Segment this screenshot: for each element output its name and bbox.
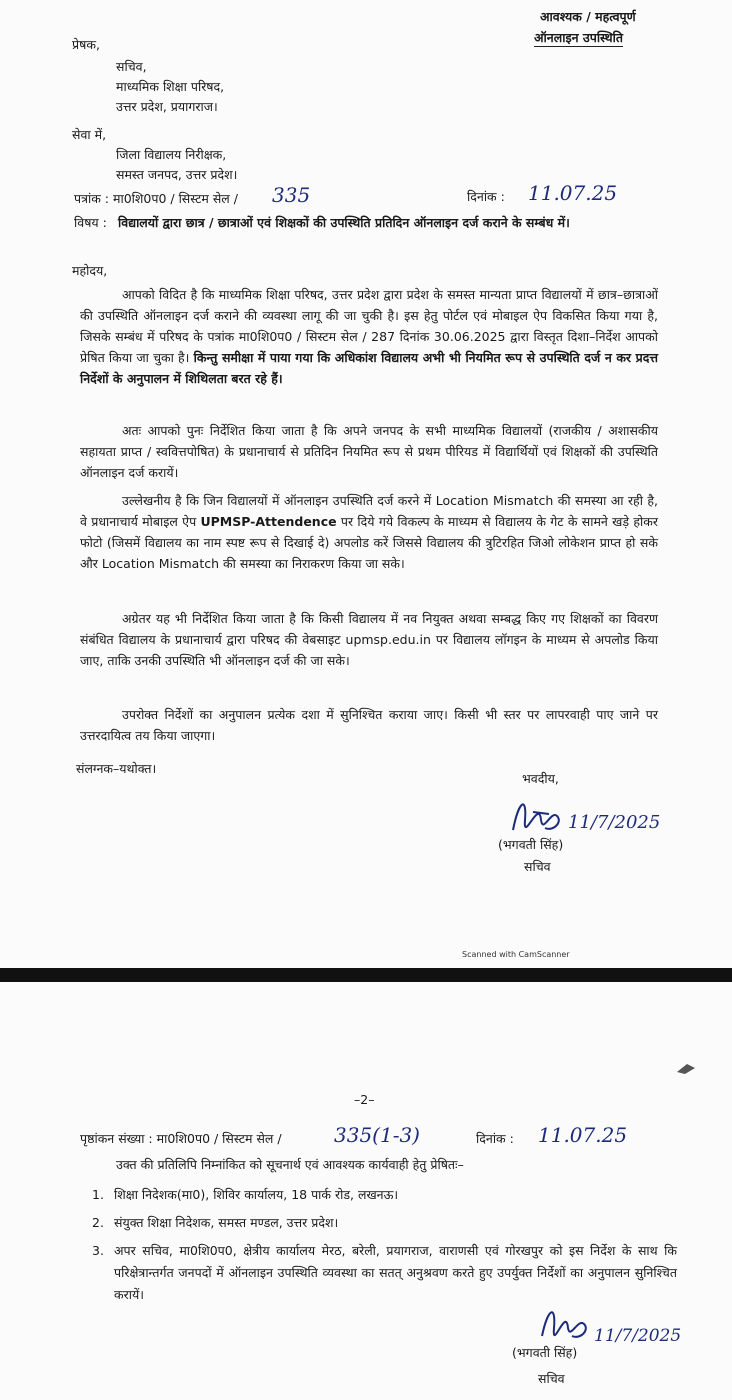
- p3-app-name: UPMSP-Attendence: [200, 514, 337, 529]
- page2-signature-scribble: [536, 1300, 596, 1346]
- letter-number-handwritten: 335: [272, 183, 311, 207]
- paragraph-4: [80, 608, 658, 671]
- scan-mark: [675, 1060, 699, 1076]
- p4-website: upmsp.edu.in: [345, 632, 431, 647]
- list-number: 3.: [92, 1243, 104, 1258]
- signature-date: 11/7/2025: [568, 812, 661, 833]
- subject-label: विषय :: [74, 215, 107, 230]
- list-number: 1.: [92, 1187, 104, 1202]
- signatory-name: (भगवती सिंह): [498, 837, 564, 852]
- list-item: [92, 1184, 677, 1206]
- date-handwritten: 11.07.25: [528, 181, 618, 205]
- page2-signature-date: 11/7/2025: [594, 1326, 682, 1346]
- list-item: [92, 1240, 677, 1306]
- page2-signatory-title: सचिव: [538, 1371, 565, 1386]
- p3-c: की समस्या आ रही है, वे प्रधानाचार्य मोबाइल ऐप: [80, 493, 658, 529]
- topic-tag: ऑनलाइन उपस्थिति: [534, 30, 624, 45]
- paragraph-3: [80, 490, 658, 574]
- salutation: महोदय,: [72, 263, 108, 278]
- list-item: [92, 1212, 677, 1234]
- page2-date-label: दिनांक :: [476, 1131, 514, 1146]
- paragraph-1-emphasis: किन्तु समीक्षा में पाया गया कि अधिकांश विद्यालय अभी भी नियमित रूप से उपस्थिति दर्ज न कर प्रदत्त निर्देशों के अनुपालन में शिथिलता बरत रहे हैं।: [80, 350, 658, 386]
- p3-a: उल्लेखनीय है कि जिन विद्यालयों में ऑनलाइन उपस्थिति दर्ज करने में: [122, 493, 432, 508]
- endorsement-number-handwritten: 335(1-3): [334, 1123, 420, 1147]
- copy-list: [92, 1184, 677, 1312]
- page2-date-handwritten: 11.07.25: [538, 1123, 628, 1147]
- paragraph-2: अतः आपको पुनः निर्देशित किया जाता है कि अपने जनपद के सभी माध्यमिक विद्यालयों (राजकीय / अशासकीय सहायता प्राप्त / स्ववित्तपोषित) के प्रधानाचार्य से प्रतिदिन नियमित रूप से प्रथम पीरियड में विद्यार्थियों एवं शिक्षकों की उपस्थिति ऑनलाइन दर्ज करायें।: [80, 423, 658, 480]
- sender-label: प्रेषक,: [72, 37, 100, 52]
- letter-number-label: पत्रांक : मा0शि0प0 / सिस्टम सेल /: [74, 191, 238, 206]
- signatory-title: सचिव: [524, 859, 551, 874]
- p4-c: पर विद्यालय लॉगइन के माध्यम से अपलोड किया जाए, ताकि उनकी उपस्थिति भी ऑनलाइन दर्ज की जा सके।: [80, 632, 658, 668]
- sender-line: उत्तर प्रदेश, प्रयागराज।: [116, 99, 218, 114]
- date-label: दिनांक :: [467, 189, 505, 204]
- page-divider: [0, 968, 732, 982]
- endorsement-label: पृष्ठांकन संख्या : मा0शि0प0 / सिस्टम सेल /: [80, 1131, 282, 1146]
- scanner-watermark: Scanned with CamScanner: [462, 950, 570, 959]
- page2-signatory-name: (भगवती सिंह): [512, 1345, 578, 1360]
- page-number: –2–: [354, 1092, 375, 1107]
- p4-a: अग्रेतर यह भी निर्देशित किया जाता है कि किसी विद्यालय में नव नियुक्त अथवा सम्बद्ध किए गए शिक्षकों का विवरण संबंधित विद्यालय के प्रधानाचार्य द्वारा परिषद की वेबसाइट: [80, 611, 658, 647]
- to-label: सेवा में,: [72, 127, 107, 142]
- sender-line: माध्यमिक शिक्षा परिषद,: [116, 79, 225, 94]
- sender-line: सचिव,: [116, 59, 147, 74]
- subject-text: विद्यालयों द्वारा छात्र / छात्राओं एवं शिक्षकों की उपस्थिति प्रतिदिन ऑनलाइन दर्ज कराने के सम्बंध में।: [118, 215, 570, 230]
- p3-f: Location Mismatch: [101, 556, 220, 571]
- list-text: अपर सचिव, मा0शि0प0, क्षेत्रीय कार्यालय मेरठ, बरेली, प्रयागराज, वाराणसी एवं गोरखपुर को इस निर्देश के साथ कि परिक्षेत्रान्तर्गत जनपदों में ऑनलाइन उपस्थिति व्यवस्था का सतत् अनुश्रवण करते हुए उपर्युक्त निर्देशों का अनुपालन सुनिश्चित करायें।: [114, 1243, 677, 1302]
- p3-b: Location Mismatch: [435, 493, 554, 508]
- yours-faithfully: भवदीय,: [522, 771, 559, 786]
- enclosure-note: संलग्नक–यथोक्त।: [76, 761, 157, 776]
- p3-g: की समस्या का निराकरण किया जा सके।: [223, 556, 405, 571]
- to-line: जिला विद्यालय निरीक्षक,: [116, 147, 227, 162]
- paragraph-1-text: आपको विदित है कि माध्यमिक शिक्षा परिषद, उत्तर प्रदेश द्वारा प्रदेश के समस्त मान्यता प्राप्त विद्यालयों में छात्र–छात्राओं की उपस्थिति ऑनलाइन दर्ज कराने की व्यवस्था लागू की जा चुकी है। इस हेतु पोर्टल एवं मोबाइल ऐप विकसित किया गया है, जिसके सम्बंध में परिषद के पत्रांक मा0शि0प0 / सिस्टम सेल / 287 दिनांक 30.06.2025 द्वारा विस्तृत दिशा–निर्देश आपको प्रेषित किया जा चुका है।: [80, 287, 658, 365]
- list-number: 2.: [92, 1215, 104, 1230]
- p3-e: पर दिये गये विकल्प के माध्यम से विद्यालय के गेट के सामने खड़े होकर फोटो (जिसमें विद्यालय का नाम स्पष्ट रूप से दिखाई दे) अपलोड करें जिससे विद्यालय की त्रुटिरहित जिओ लोकेशन प्राप्त हो सके और: [80, 514, 658, 571]
- list-text: शिक्षा निदेशक(मा0), शिविर कार्यालय, 18 पार्क रोड, लखनऊ।: [114, 1187, 399, 1202]
- paragraph-1: [80, 284, 658, 389]
- letter-page-2: [0, 982, 732, 1400]
- to-line: समस्त जनपद, उत्तर प्रदेश।: [116, 167, 238, 182]
- paragraph-5: उपरोक्त निर्देशों का अनुपालन प्रत्येक दशा में सुनिश्चित कराया जाए। किसी भी स्तर पर लापरवाही पाए जाने पर उत्तरदायित्व तय किया जाएगा।: [80, 707, 658, 743]
- copy-intro: उक्त की प्रतिलिपि निम्नांकित को सूचनार्थ एवं आवश्यक कार्यवाही हेतु प्रेषितः–: [116, 1157, 464, 1172]
- list-text: संयुक्त शिक्षा निदेशक, समस्त मण्डल, उत्तर प्रदेश।: [114, 1215, 339, 1230]
- signature-scribble: [505, 790, 575, 840]
- priority-label: आवश्यक / महत्वपूर्ण: [540, 9, 636, 24]
